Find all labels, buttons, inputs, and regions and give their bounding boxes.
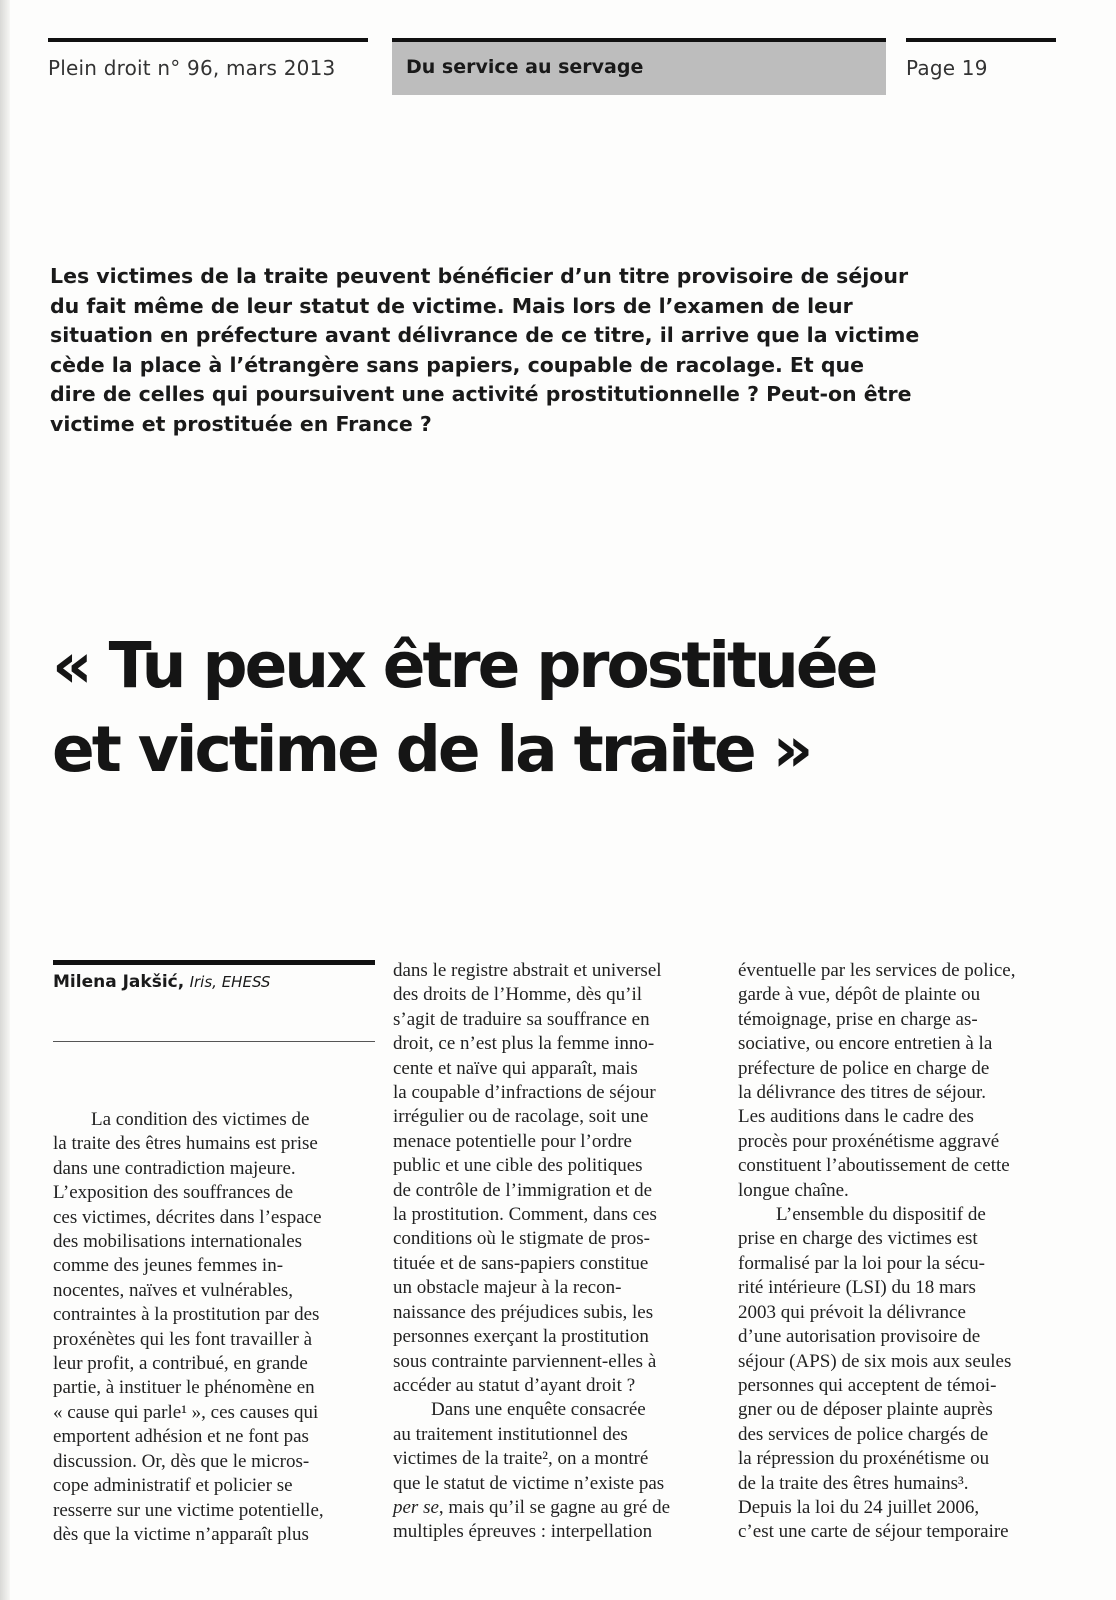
body-line: Les auditions dans le cadre des — [738, 1106, 974, 1128]
body-line: conditions où le stigmate de pros- — [393, 1228, 650, 1250]
body-line: que le statut de victime n’existe pas — [393, 1472, 665, 1494]
body-column-2 — [393, 959, 715, 1545]
lead-line: cède la place à l’étrangère sans papiers, coupable de racolage. Et que — [50, 352, 865, 377]
body-line: « cause qui parle¹ », ces causes qui — [53, 1401, 319, 1423]
body-line: préfecture de police en charge de — [738, 1057, 990, 1079]
body-line: formalisé par la loi pour la sécu- — [738, 1252, 985, 1274]
body-line: proxénètes qui les font travailler à — [53, 1328, 313, 1350]
body-line: la délivrance des titres de séjour. — [738, 1082, 986, 1104]
author-rule — [53, 960, 375, 965]
body-column-1 — [53, 1108, 371, 1547]
body-line: emportent adhésion et ne font pas — [53, 1426, 309, 1448]
author-byline — [53, 972, 270, 992]
header-rule-left — [48, 38, 368, 42]
body-line: irrégulier ou de racolage, soit une — [393, 1106, 649, 1128]
author-affiliation: Iris, EHESS — [189, 973, 271, 991]
body-line: rité intérieure (LSI) du 18 mars — [738, 1277, 976, 1299]
body-line: éventuelle par les services de police, — [738, 960, 1016, 981]
body-line: L’exposition des souffrances de — [53, 1182, 294, 1204]
body-line: dans une contradiction majeure. — [53, 1157, 296, 1179]
title-line-2: et victime de la traite » — [52, 713, 811, 786]
section-title: Du service au servage — [392, 42, 886, 95]
body-line: dans le registre abstrait et universel — [393, 960, 662, 981]
page-left-edge-shadow — [0, 0, 10, 1600]
body-line: la traite des êtres humains est prise — [53, 1133, 318, 1155]
body-line: des mobilisations internationales — [53, 1231, 303, 1253]
body-line: prise en charge des victimes est — [738, 1228, 978, 1250]
author-divider — [53, 1041, 375, 1042]
body-line: discussion. Or, dès que le micros- — [53, 1450, 310, 1472]
page-number: Page 19 — [906, 56, 988, 80]
body-line: multiples épreuves : interpellation — [393, 1521, 653, 1543]
body-line: des services de police chargés de — [738, 1423, 989, 1445]
body-line: Depuis la loi du 24 juillet 2006, — [738, 1496, 980, 1518]
body-line: ces victimes, décrites dans l’espace — [53, 1206, 322, 1228]
body-line: victimes de la traite², on a montré — [393, 1448, 649, 1470]
body-line: sous contrainte parviennent-elles à — [393, 1350, 657, 1372]
body-line: tituée et de sans-papiers constitue — [393, 1252, 649, 1274]
body-line: cente et naïve qui apparaît, mais — [393, 1057, 638, 1079]
body-line: contraintes à la prostitution par des — [53, 1304, 320, 1326]
author-name: Milena Jakšić, — [53, 972, 185, 992]
body-column-3 — [738, 959, 1068, 1545]
title-line-1: « Tu peux être prostituée — [52, 629, 876, 702]
body-line: leur profit, a contribué, en grande — [53, 1353, 308, 1375]
lead-line: du fait même de leur statut de victime. Mais lors de l’examen de leur — [50, 293, 853, 318]
body-line: constituent l’aboutissement de cette — [738, 1155, 1010, 1177]
body-line: gner ou de déposer plainte auprès — [738, 1399, 993, 1421]
body-line: accéder au statut d’ayant droit ? — [393, 1374, 636, 1396]
body-line: la prostitution. Comment, dans ces — [393, 1204, 657, 1226]
body-line: menace potentielle pour l’ordre — [393, 1130, 632, 1152]
body-line: personnes exerçant la prostitution — [393, 1326, 649, 1348]
latin-per-se: per se — [393, 1496, 439, 1518]
body-line: d’une autorisation provisoire de — [738, 1326, 981, 1348]
body-line: sociative, ou encore entretien à la — [738, 1033, 993, 1055]
body-line: La condition des victimes de — [91, 1109, 310, 1130]
body-line — [393, 1496, 715, 1520]
body-line: dès que la victime n’apparaît plus — [53, 1523, 309, 1545]
body-line: au traitement institutionnel des — [393, 1423, 628, 1445]
body-line-rest: , mais qu’il se gagne au gré de — [438, 1496, 670, 1518]
body-line: naissance des préjudices subis, les — [393, 1301, 654, 1323]
article-title — [52, 624, 1052, 792]
lead-line: victime et prostituée en France ? — [50, 411, 432, 436]
body-line: resserre sur une victime potentielle, — [53, 1499, 324, 1521]
body-line: témoignage, prise en charge as- — [738, 1008, 978, 1030]
body-line: séjour (APS) de six mois aux seules — [738, 1350, 1012, 1372]
body-line: 2003 qui prévoit la délivrance — [738, 1301, 966, 1323]
body-line: un obstacle majeur à la recon- — [393, 1277, 622, 1299]
journal-issue: Plein droit n° 96, mars 2013 — [48, 56, 336, 80]
body-line: la coupable d’infractions de séjour — [393, 1082, 656, 1104]
body-line: personnes qui acceptent de témoi- — [738, 1374, 997, 1396]
body-line: s’agit de traduire sa souffrance en — [393, 1008, 650, 1030]
body-line: public et une cible des politiques — [393, 1155, 643, 1177]
body-line: de contrôle de l’immigration et de — [393, 1179, 653, 1201]
lead-paragraph — [50, 262, 930, 439]
body-line: des droits de l’Homme, dès qu’il — [393, 984, 643, 1006]
header-rule-right — [906, 38, 1056, 42]
header-section — [392, 38, 886, 98]
body-line: partie, à instituer le phénomène en — [53, 1377, 315, 1399]
body-line: comme des jeunes femmes in- — [53, 1255, 284, 1277]
header-left — [48, 38, 368, 98]
body-line: la répression du proxénétisme ou — [738, 1448, 990, 1470]
body-line: procès pour proxénétisme aggravé — [738, 1130, 1000, 1152]
body-line: nocentes, naïves et vulnérables, — [53, 1279, 294, 1301]
lead-line: situation en préfecture avant délivrance de ce titre, il arrive que la victime — [50, 323, 920, 347]
body-line: longue chaîne. — [738, 1179, 849, 1201]
body-line: Dans une enquête consacrée — [431, 1399, 646, 1421]
body-line: c’est une carte de séjour temporaire — [738, 1521, 1009, 1543]
body-line: droit, ce n’est plus la femme inno- — [393, 1033, 655, 1055]
body-line: de la traite des êtres humains³. — [738, 1472, 969, 1494]
body-line: garde à vue, dépôt de plainte ou — [738, 984, 981, 1006]
lead-line: Les victimes de la traite peuvent bénéficier d’un titre provisoire de séjour — [50, 264, 909, 288]
body-line: cope administratif et policier se — [53, 1475, 293, 1497]
header-right — [906, 38, 1056, 98]
body-line: L’ensemble du dispositif de — [776, 1204, 986, 1226]
lead-line: dire de celles qui poursuivent une activité prostitutionnelle ? Peut-on être — [50, 382, 912, 406]
